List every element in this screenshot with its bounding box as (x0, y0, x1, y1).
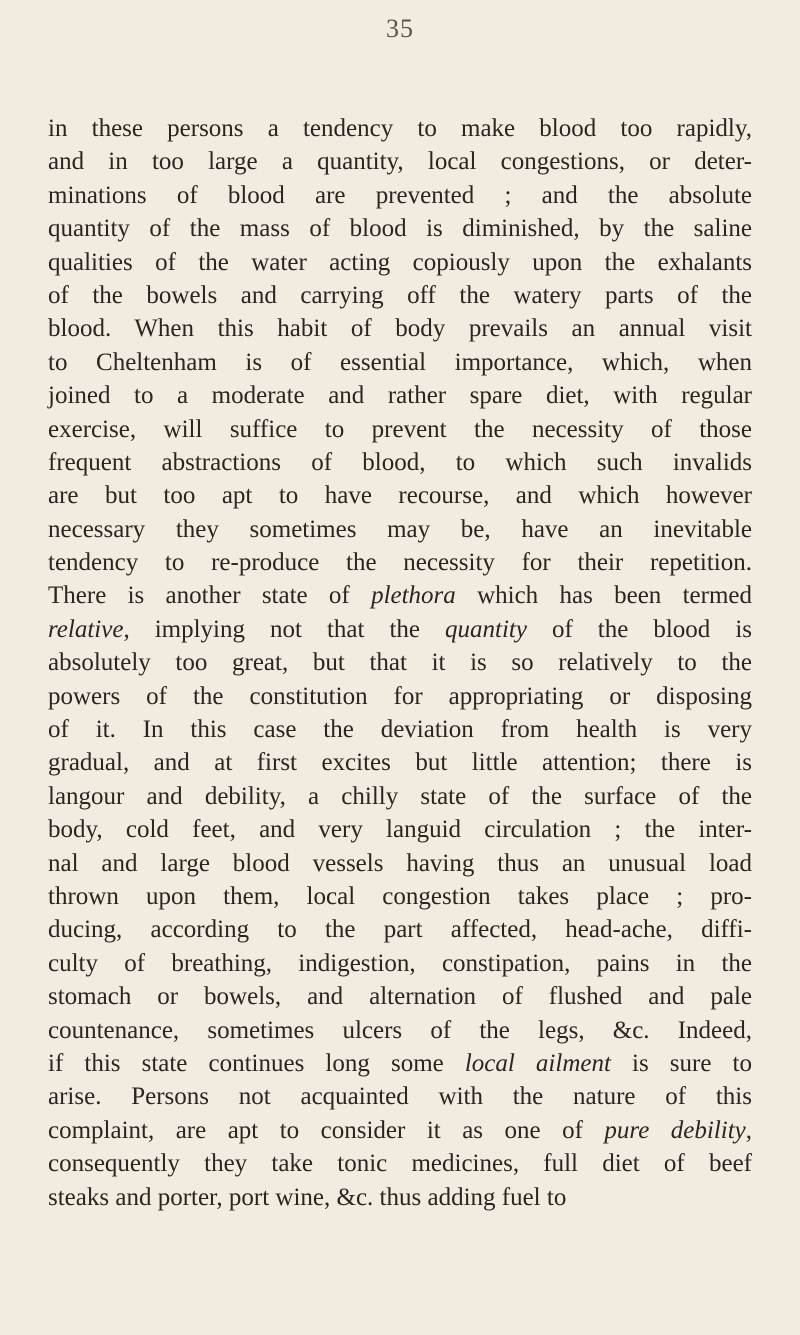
text-run: if this state continues long some (48, 1049, 465, 1077)
text-line (48, 446, 752, 479)
text-line (48, 145, 752, 178)
text-line (48, 613, 752, 646)
text-line (48, 212, 752, 245)
text-line (48, 1181, 752, 1214)
text-line (48, 112, 752, 145)
text-line (48, 813, 752, 846)
text-line (48, 913, 752, 946)
text-line (48, 713, 752, 746)
body-text (48, 112, 752, 1214)
text-run: arise. Persons not acquainted with the nature of this (48, 1083, 752, 1111)
text-line (48, 479, 752, 512)
text-line (48, 312, 752, 345)
text-line (48, 279, 752, 312)
text-run: stomach or bowels, and alternation of flushed and pale (48, 983, 752, 1011)
text-run: joined to a moderate and rather spare diet, with regular (48, 382, 752, 410)
text-line (48, 980, 752, 1013)
text-run: consequently they take tonic medicines, full diet of beef (48, 1150, 752, 1178)
italic-term: local ailment (464, 1049, 611, 1077)
text-run: countenance, sometimes ulcers of the legs, &c. Indeed, (48, 1016, 752, 1044)
text-run: of it. In this case the deviation from health is very (48, 716, 752, 744)
text-run: are but too apt to have recourse, and which however (48, 482, 752, 510)
text-run: exercise, will suffice to prevent the necessity of those (48, 415, 752, 443)
text-run: , (745, 1116, 753, 1144)
text-run: culty of breathing, indigestion, constipation, pains in the (48, 949, 752, 977)
text-line (48, 680, 752, 713)
text-line (48, 413, 752, 446)
text-run: and in too large a quantity, local congestions, or deter- (48, 148, 752, 176)
text-line (48, 179, 752, 212)
text-line (48, 780, 752, 813)
text-line (48, 346, 752, 379)
text-line (48, 847, 752, 880)
text-run: necessary they sometimes may be, have an inevitable (48, 515, 752, 543)
text-line (48, 746, 752, 779)
italic-term: quantity (445, 615, 527, 643)
text-run: is sure to (610, 1049, 752, 1077)
italic-term: plethora (371, 582, 456, 610)
text-run: in these persons a tendency to make blood too rapidly, (48, 115, 752, 142)
text-run: powers of the constitution for appropriating or disposing (48, 682, 752, 710)
text-line (48, 1147, 752, 1180)
page-number: 35 (386, 14, 414, 43)
text-line (48, 546, 752, 579)
text-run: of the blood is (526, 615, 752, 643)
text-line (48, 1114, 752, 1147)
text-line (48, 379, 752, 412)
text-run: thrown upon them, local congestion takes place ; pro- (48, 882, 752, 910)
text-run: ducing, according to the part affected, head-ache, diffi- (48, 916, 752, 944)
text-line (48, 579, 752, 612)
text-run: complaint, are apt to consider it as one of (48, 1116, 605, 1144)
text-line (48, 513, 752, 546)
text-line (48, 646, 752, 679)
text-run: of the bowels and carrying off the watery parts of the (48, 281, 752, 309)
text-run: nal and large blood vessels having thus an unusual load (48, 849, 752, 877)
text-run: steaks and porter, port wine, &c. thus adding fuel to (48, 1183, 567, 1211)
text-run: absolutely too great, but that it is so relatively to the (48, 649, 752, 677)
text-line (48, 1080, 752, 1113)
text-run: to Cheltenham is of essential importance, which, when (48, 348, 752, 376)
text-run: There is another state of (48, 582, 372, 610)
text-run: which has been termed (455, 582, 752, 610)
text-run: gradual, and at first excites but little attention; there is (48, 749, 752, 777)
text-run: qualities of the water acting copiously upon the exhalants (48, 248, 752, 276)
text-line (48, 1014, 752, 1047)
text-line (48, 880, 752, 913)
text-run: tendency to re-produce the necessity for their repetition. (48, 549, 752, 577)
text-line (48, 1047, 752, 1080)
text-line (48, 246, 752, 279)
text-run: body, cold feet, and very languid circulation ; the inter- (48, 816, 752, 844)
text-run: quantity of the mass of blood is diminished, by the saline (48, 215, 752, 243)
text-run: langour and debility, a chilly state of the surface of the (48, 782, 752, 810)
italic-term: pure debility (604, 1116, 746, 1144)
text-run: blood. When this habit of body prevails an annual visit (48, 315, 752, 343)
italic-term: relative (48, 615, 124, 643)
text-run: , implying not that the (123, 615, 446, 643)
text-run: frequent abstractions of blood, to which such invalids (48, 448, 752, 476)
text-run: minations of blood are prevented ; and the absolute (48, 181, 752, 209)
text-line (48, 947, 752, 980)
